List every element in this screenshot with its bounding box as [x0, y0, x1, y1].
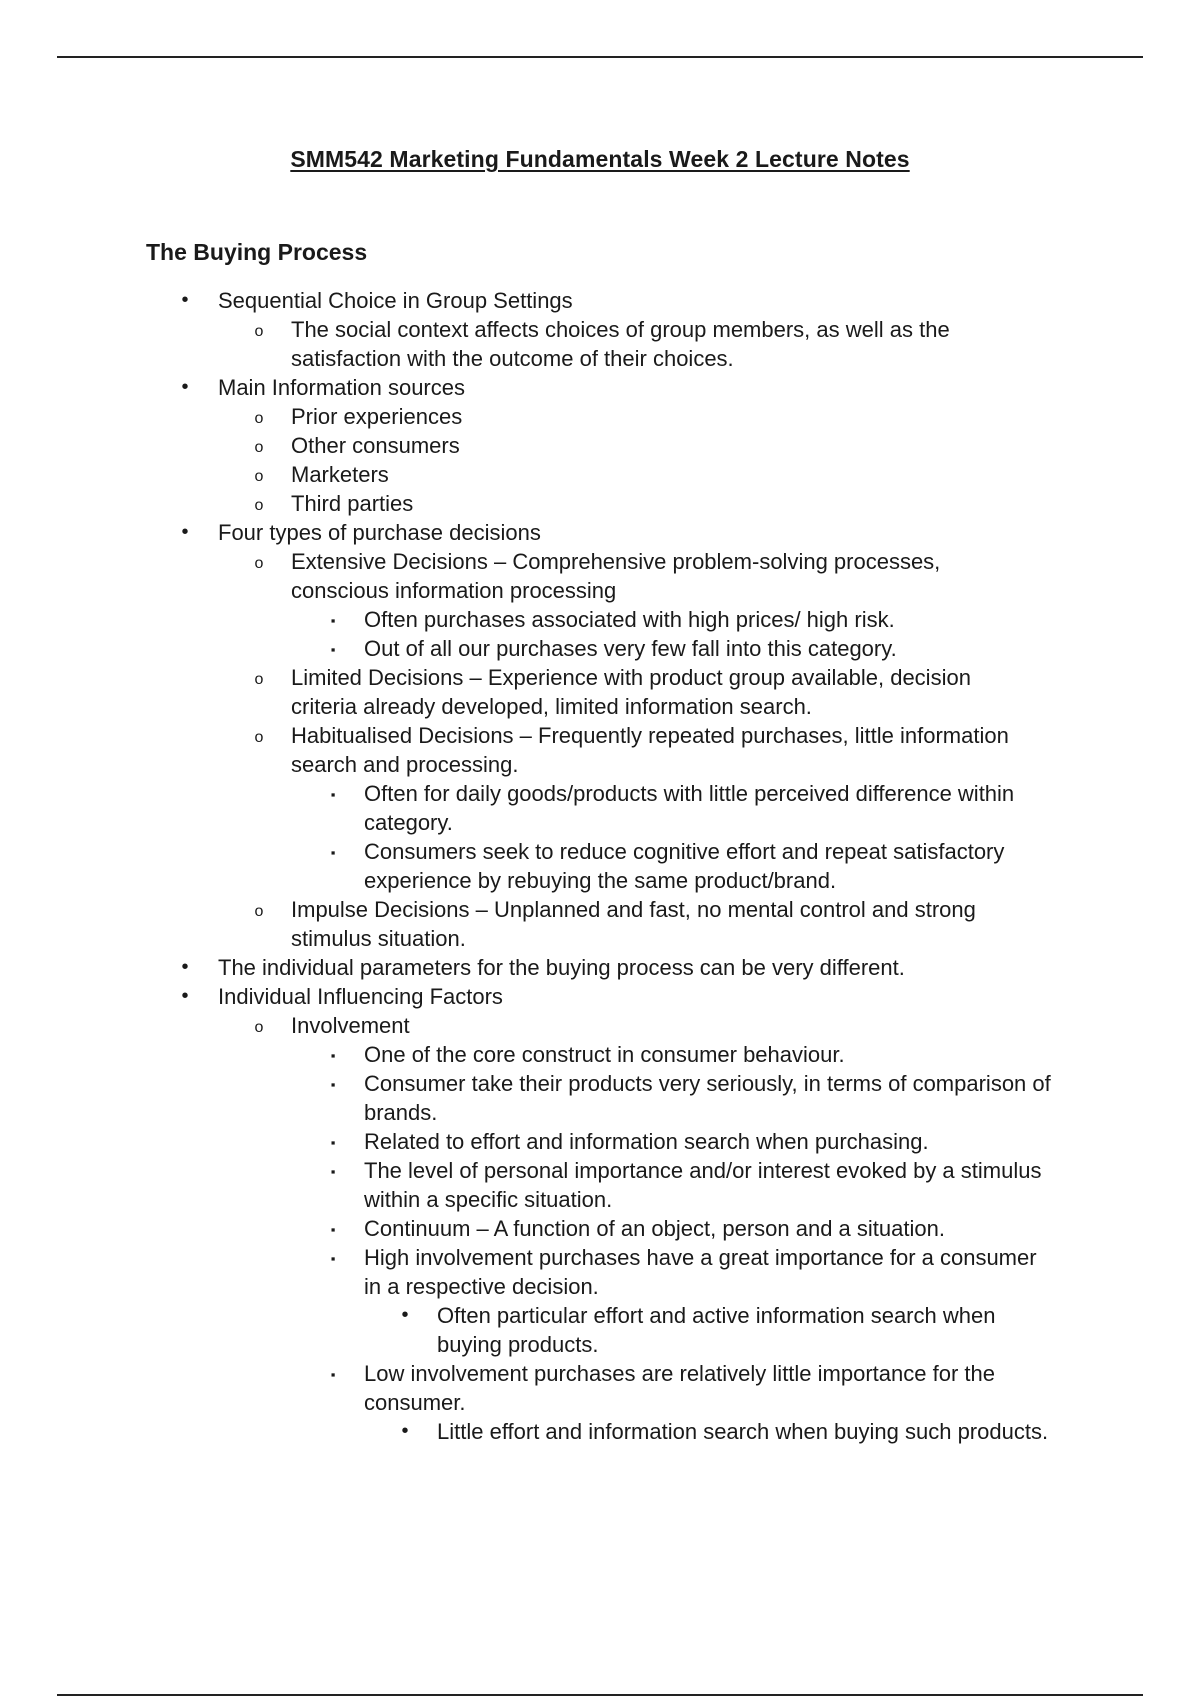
list-item	[0, 1127, 1054, 1156]
square-bullet-icon: ▪	[330, 1048, 336, 1063]
list-item	[0, 402, 1036, 431]
list-item-text: Prior experiences	[291, 404, 463, 429]
list-item-text: Consumer take their products very seriously, in terms of comparison of brands.	[364, 1071, 1051, 1125]
list-item-text: Often for daily goods/products with little perceived difference within category.	[364, 781, 1015, 835]
circle-bullet-icon: o	[254, 468, 264, 485]
list-item-text: The individual parameters for the buying process can be very different.	[218, 955, 905, 980]
list-item	[0, 1069, 1054, 1127]
list-item-text: Main Information sources	[218, 375, 465, 400]
list-item-text: Consumers seek to reduce cognitive effort and repeat satisfactory experience by rebuying the same product/brand.	[364, 839, 1005, 893]
list-item	[0, 663, 1036, 721]
circle-bullet-icon: o	[254, 903, 264, 920]
bullet-icon: •	[401, 1304, 409, 1326]
circle-bullet-icon: o	[254, 497, 264, 514]
circle-bullet-icon: o	[254, 439, 264, 456]
list-item-text: Related to effort and information search when purchasing.	[364, 1129, 929, 1154]
bullet-icon: •	[181, 289, 189, 311]
bottom-page-rule	[57, 1694, 1143, 1696]
list-item-text: Out of all our purchases very few fall into this category.	[364, 636, 897, 661]
list-item	[0, 373, 1038, 402]
lecture-outline	[0, 286, 1200, 1446]
bullet-icon: •	[401, 1420, 409, 1442]
bullet-icon: •	[181, 521, 189, 543]
square-bullet-icon: ▪	[330, 1367, 336, 1382]
circle-bullet-icon: o	[254, 671, 264, 688]
square-bullet-icon: ▪	[330, 1135, 336, 1150]
list-item-text: Often particular effort and active information search when buying products.	[437, 1303, 996, 1357]
list-item	[0, 779, 1054, 837]
list-item	[0, 634, 1054, 663]
list-item-text: Sequential Choice in Group Settings	[218, 288, 573, 313]
list-item	[0, 895, 1036, 953]
circle-bullet-icon: o	[254, 1019, 264, 1036]
list-item-text: Low involvement purchases are relatively little importance for the consumer.	[364, 1361, 995, 1415]
list-item-text: Continuum – A function of an object, person and a situation.	[364, 1216, 945, 1241]
list-item	[0, 286, 1038, 315]
square-bullet-icon: ▪	[330, 642, 336, 657]
list-item	[0, 982, 1038, 1011]
list-item	[0, 953, 1038, 982]
list-item	[0, 547, 1036, 605]
list-item	[0, 1359, 1054, 1417]
section-heading: The Buying Process	[146, 239, 368, 265]
list-item-text: Limited Decisions – Experience with product group available, decision criteria already developed, limited information search.	[291, 665, 971, 719]
bullet-icon: •	[181, 985, 189, 1007]
list-item-text: Impulse Decisions – Unplanned and fast, no mental control and strong stimulus situation.	[291, 897, 976, 951]
list-item-text: Little effort and information search when buying such products.	[437, 1419, 1049, 1444]
list-item-text: One of the core construct in consumer behaviour.	[364, 1042, 845, 1067]
list-item	[0, 1301, 1062, 1359]
list-item	[0, 460, 1036, 489]
list-item-text: Third parties	[291, 491, 414, 516]
list-item	[0, 1417, 1062, 1446]
list-item	[0, 1243, 1054, 1301]
list-item	[0, 605, 1054, 634]
list-item-text: High involvement purchases have a great importance for a consumer in a respective decision.	[364, 1245, 1037, 1299]
list-item-text: Marketers	[291, 462, 389, 487]
list-item	[0, 721, 1036, 779]
bullet-icon: •	[181, 376, 189, 398]
list-item	[0, 1040, 1054, 1069]
list-item	[0, 1011, 1036, 1040]
list-item	[0, 431, 1036, 460]
list-item-text: Other consumers	[291, 433, 460, 458]
square-bullet-icon: ▪	[330, 1164, 336, 1179]
list-item-text: Often purchases associated with high prices/ high risk.	[364, 607, 895, 632]
list-item	[0, 518, 1038, 547]
list-item-text: Individual Influencing Factors	[218, 984, 503, 1009]
circle-bullet-icon: o	[254, 729, 264, 746]
list-item	[0, 837, 1054, 895]
list-item-text: Involvement	[291, 1013, 410, 1038]
list-item-text: The level of personal importance and/or interest evoked by a stimulus within a specific situation.	[364, 1158, 1042, 1212]
square-bullet-icon: ▪	[330, 1251, 336, 1266]
list-item-text: Habitualised Decisions – Frequently repeated purchases, little information search and processing.	[291, 723, 1009, 777]
list-item-text: Four types of purchase decisions	[218, 520, 541, 545]
list-item-text: Extensive Decisions – Comprehensive problem-solving processes, conscious information processing	[291, 549, 941, 603]
square-bullet-icon: ▪	[330, 613, 336, 628]
list-item	[0, 1156, 1054, 1214]
square-bullet-icon: ▪	[330, 787, 336, 802]
square-bullet-icon: ▪	[330, 1077, 336, 1092]
document-title: SMM542 Marketing Fundamentals Week 2 Lecture Notes	[290, 146, 910, 172]
circle-bullet-icon: o	[254, 410, 264, 427]
circle-bullet-icon: o	[254, 323, 264, 340]
circle-bullet-icon: o	[254, 555, 264, 572]
square-bullet-icon: ▪	[330, 845, 336, 860]
square-bullet-icon: ▪	[330, 1222, 336, 1237]
bullet-icon: •	[181, 956, 189, 978]
list-item	[0, 1214, 1054, 1243]
list-item	[0, 489, 1036, 518]
top-page-rule	[57, 56, 1143, 58]
list-item-text: The social context affects choices of group members, as well as the satisfaction with the outcome of their choices.	[291, 317, 950, 371]
list-item	[0, 315, 1036, 373]
